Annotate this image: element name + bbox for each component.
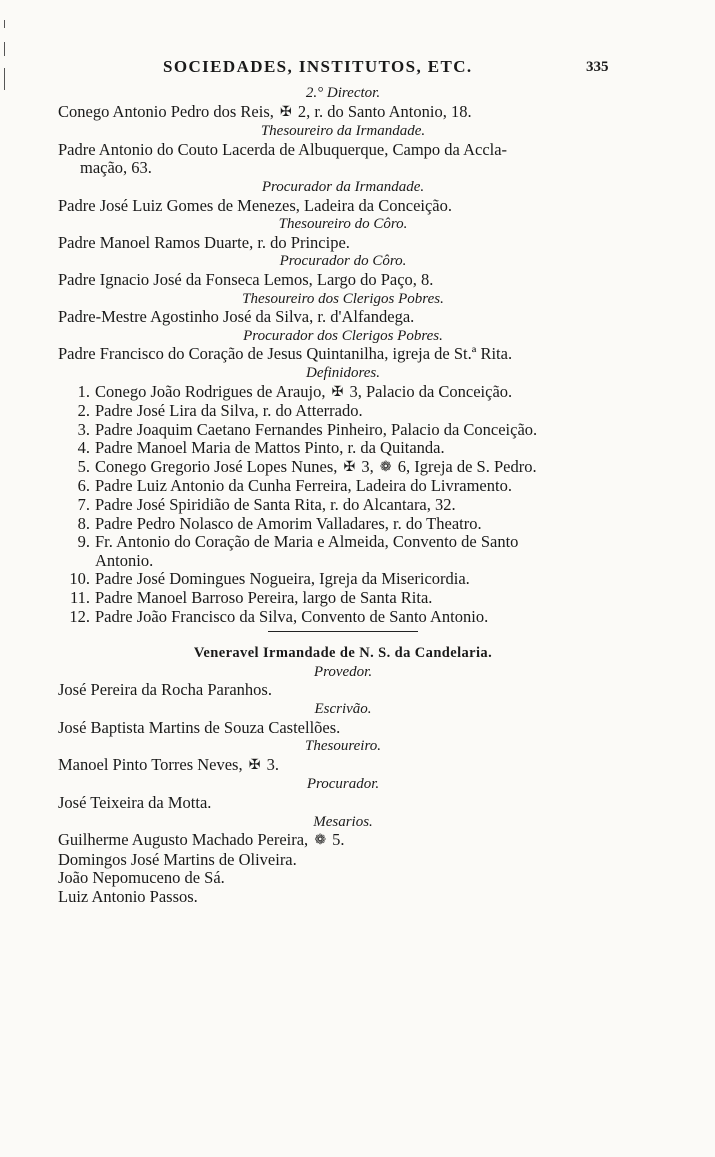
candelaria-procurator-heading: Procurador.: [306, 776, 380, 793]
second-director-entry: [58, 103, 628, 123]
item-number: 7.: [77, 495, 90, 515]
item-number: 3.: [77, 419, 90, 439]
escrivao-entry: José Baptista Martins de Souza Castellões.: [58, 717, 341, 737]
item-text: Padre José Domingues Nogueira, Igreja da Misericordia.: [95, 569, 470, 589]
order-cross-icon: ✠: [343, 459, 356, 475]
item-number: 4.: [77, 438, 90, 458]
order-cross-icon: ✠: [248, 757, 261, 773]
mesario-entry: Luiz Antonio Passos.: [58, 886, 198, 906]
definitors-heading: Definidores.: [305, 364, 381, 381]
item-number: 1.: [77, 381, 90, 401]
choir-treasurer-heading: Thesoureiro do Côro.: [278, 216, 408, 233]
item-number: 11.: [69, 588, 90, 608]
poor-clergy-procurator-entry: Padre Francisco do Coração de Jesus Quintanilha, igreja de St.ª Rita.: [58, 344, 513, 364]
list-item: [58, 533, 628, 552]
list-item-continued: Antonio.: [95, 550, 154, 570]
item-text: Conego Gregorio José Lopes Nunes, ✠ 3, ❁ 6, Igreja de S. Pedro.: [95, 456, 537, 476]
item-number: 5.: [77, 456, 90, 476]
list-item: [58, 458, 628, 478]
item-number: 9.: [77, 532, 90, 552]
candelaria-procurator-entry: José Teixeira da Motta.: [58, 792, 212, 812]
item-number: 12.: [69, 606, 90, 626]
mesario-entry: Guilherme Augusto Machado Pereira, ❁ 5.: [58, 830, 345, 850]
mesario-entry: Domingos José Martins de Oliveira.: [58, 849, 297, 869]
item-text: Padre José Lira da Silva, r. do Atterrado.: [95, 401, 363, 421]
order-cross-icon: ✠: [331, 384, 344, 400]
second-director-heading: 2.° Director.: [305, 85, 381, 101]
list-item: [58, 421, 628, 440]
item-text: Padre Manoel Maria de Mattos Pinto, r. da Quitanda.: [95, 438, 445, 458]
item-text: Padre Pedro Nolasco de Amorim Valladares, r. do Theatro.: [95, 513, 482, 533]
item-text: Conego João Rodrigues de Araujo, ✠ 3, Palacio da Conceição.: [95, 381, 513, 401]
item-text: Padre José Spiridião de Santa Rita, r. do Alcantara, 32.: [95, 495, 456, 515]
item-number: 8.: [77, 513, 90, 533]
candelaria-section-title: Veneravel Irmandade de N. S. da Candelaria.: [193, 645, 493, 662]
list-item: [58, 383, 628, 403]
page-body: [58, 84, 628, 907]
provedor-heading: Provedor.: [313, 663, 373, 680]
page-number: 335: [586, 59, 609, 75]
section-divider: [268, 631, 418, 632]
treasurer-entry: Padre Antonio do Couto Lacerda de Albuquerque, Campo da Accla-: [58, 139, 508, 159]
entry-text: Conego Antonio Pedro dos Reis,: [58, 101, 274, 121]
list-item: [58, 515, 628, 534]
treasurer-entry-continued: mação, 63.: [80, 158, 152, 178]
mesario-entry: João Nepomuceno de Sá.: [58, 868, 225, 888]
rose-order-icon: ❁: [379, 459, 392, 475]
list-item: [58, 477, 628, 496]
provedor-entry: José Pereira da Rocha Paranhos.: [58, 680, 272, 700]
item-number: 6.: [77, 476, 90, 496]
choir-treasurer-entry: Padre Manoel Ramos Duarte, r. do Principe.: [58, 232, 350, 252]
procurator-entry: Padre José Luiz Gomes de Menezes, Ladeira da Conceição.: [58, 195, 453, 215]
item-text: Padre João Francisco da Silva, Convento de Santo Antonio.: [95, 606, 489, 626]
item-number: 10.: [69, 569, 90, 589]
item-text: Padre Joaquim Caetano Fernandes Pinheiro, Palacio da Conceição.: [95, 419, 538, 439]
running-title: SOCIEDADES, INSTITUTOS, ETC.: [163, 57, 473, 76]
list-item: [58, 439, 628, 458]
item-text: Padre Luiz Antonio da Cunha Ferreira, Ladeira do Livramento.: [95, 476, 512, 496]
item-number: 2.: [77, 401, 90, 421]
list-item: [58, 589, 628, 608]
treasurer-heading: Thesoureiro da Irmandade.: [260, 123, 426, 140]
escrivao-heading: Escrivão.: [314, 701, 372, 717]
list-item: [58, 402, 628, 421]
running-head: [0, 57, 715, 83]
list-item: [58, 608, 628, 627]
choir-procurator-entry: Padre Ignacio José da Fonseca Lemos, Largo do Paço, 8.: [58, 269, 434, 289]
procurator-heading: Procurador da Irmandade.: [261, 178, 425, 195]
entry-text: 2, r. do Santo Antonio, 18.: [297, 101, 472, 121]
order-cross-icon: ✠: [280, 104, 292, 120]
list-item: [58, 496, 628, 515]
list-item: [58, 570, 628, 589]
item-text: Padre Manoel Barroso Pereira, largo de Santa Rita.: [95, 588, 433, 608]
rose-order-icon: ❁: [314, 833, 327, 849]
poor-clergy-treasurer-entry: Padre-Mestre Agostinho José da Silva, r. d'Alfandega.: [58, 307, 415, 327]
poor-clergy-procurator-heading: Procurador dos Clerigos Pobres.: [243, 327, 443, 344]
mesarios-heading: Mesarios.: [313, 813, 373, 830]
item-text: Fr. Antonio do Coração de Maria e Almeida, Convento de Santo: [95, 532, 519, 552]
poor-clergy-treasurer-heading: Thesoureiro dos Clerigos Pobres.: [242, 290, 444, 307]
choir-procurator-heading: Procurador do Côro.: [279, 253, 407, 270]
candelaria-treasurer-entry: Manoel Pinto Torres Neves, ✠ 3.: [58, 754, 279, 774]
candelaria-treasurer-heading: Thesoureiro.: [305, 738, 381, 755]
